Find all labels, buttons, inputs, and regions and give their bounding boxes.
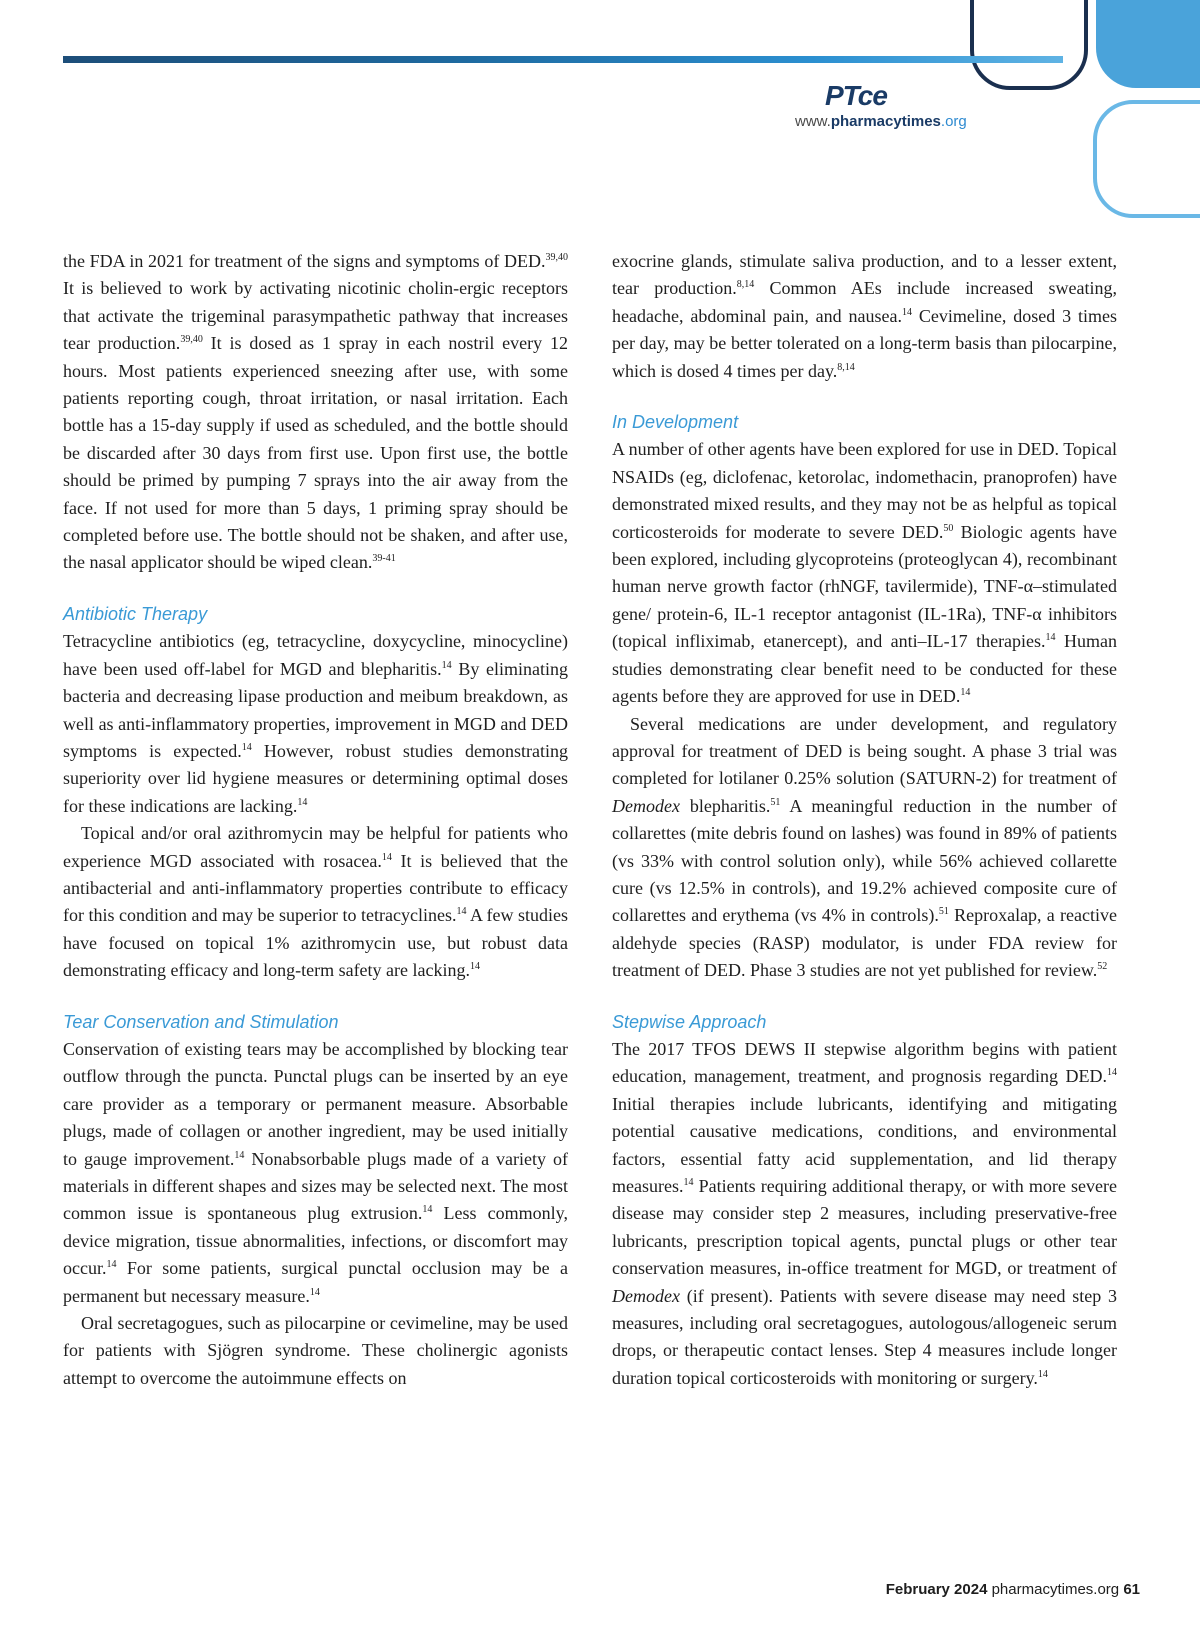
page-number: 61	[1123, 1581, 1140, 1598]
paragraph: A number of other agents have been explored for use in DED. Topical NSAIDs (eg, diclofenac, ketorolac, indomethacin, pranoprofen) have demonstrated mixed results, and they may not be as helpful as topical corticosteroids for moderate to severe DED.$^{50}$ Biologic agents have been explored, including glycoproteins (proteoglycan 4), recombinant human nerve growth factor (rhNGF, tavilermide), TNF-α–stimulated gene/ protein-6, IL-1 receptor antagonist (IL-1Ra), TNF-α inhibitors (topical infliximab, etanercept), and anti–IL-17 therapies.$^{14}$ Human studies demonstrating clear benefit need to be conducted for these agents before they are approved for use in DED.$^{14}$	[612, 439, 1117, 707]
header-decoration-dark-arch	[970, 0, 1088, 90]
paragraph: Conservation of existing tears may be accomplished by blocking tear outflow through the puncta. Punctal plugs can be inserted by an eye care provider as a temporary or permanent measure. Absorbable plugs, made of collagen or another ingredient, may be used initially to gauge improvement.$^{14}$ Nonabsorbable plugs made of a variety of materials in different shapes and sizes may be selected next. The most common issue is spontaneous plug extrusion.$^{14}$ Less commonly, device migration, tissue abnormalities, infections, or discomfort may occur.$^{14}$ For some patients, surgical punctal occlusion may be a permanent but necessary measure.$^{14}$	[63, 1038, 568, 1306]
section-heading-antibiotic-therapy: Antibiotic Therapy	[63, 603, 208, 624]
header-decoration-blue-block	[1096, 0, 1200, 88]
paragraph: the FDA in 2021 for treatment of the signs and symptoms of DED.$^{39,40}$ It is believed to work by activating nicotinic cholin-ergic receptors that activate the trigeminal parasympathetic pathway that increases tear production.$^{39,40}$ It is dosed as 1 spray in each nostril every 12 hours. Most patients experienced sneezing after use, with some patients reporting cough, throat irritation, or nasal irritation. Each bottle has a 15-day supply if used as scheduled, and the bottle should be discarded after 30 days from first use. Upon first use, the bottle should be primed by pumping 7 sprays into the air away from the face. If not used for more than 5 days, 1 priming spray should be completed before use. The bottle should not be shaken, and after use, the nasal applicator should be wiped clean.$^{39-41}$	[63, 251, 569, 573]
paragraph: The 2017 TFOS DEWS II stepwise algorithm begins with patient education, management, treatment, and prognosis regarding DED.$^{14}$ Initial therapies include lubricants, identifying and mitigating potential causative medications, conditions, and environmental factors, essential fatty acid supplementation, and lid therapy measures.$^{14}$ Patients requiring additional therapy, or with more severe disease may consider step 2 measures, including preservative-free lubricants, prescription topical agents, punctal plugs or other tear conservation measures, in-office treatment for MGD, or treatment of Demodex (if present). Patients with severe disease may need step 3 measures, including oral secretagogues, autologous/allogeneic serum drops, or therapeutic contact lenses. Step 4 measures include longer duration topical corticosteroids with monitoring or surgery.$^{14}$	[612, 1038, 1117, 1388]
paragraph: Tetracycline antibiotics (eg, tetracycline, doxycycline, minocycline) have been used off-label for MGD and blepharitis.$^{14}$ By eliminating bacteria and decreasing lipase production and meibum breakdown, as well as anti-inflammatory properties, improvement in MGD and DED symptoms is expected.$^{14}$ However, robust studies demonstrating superiority over lid hygiene measures or determining optimal doses for these indications are lacking.$^{14}$	[63, 631, 569, 816]
paragraph: Topical and/or oral azithromycin may be helpful for patients who experience MGD associated with rosacea.$^{14}$ It is believed that the antibacterial and anti-inflammatory properties contribute to efficacy for this condition and may be superior to tetracyclines.$^{14}$ A few studies have focused on topical 1% azithromycin use, but robust data demonstrating efficacy and long-term safety are lacking.$^{14}$	[63, 823, 569, 981]
header-rule	[63, 56, 1063, 63]
section-heading-in-development: In Development	[612, 412, 739, 433]
page-footer	[700, 1581, 1140, 1598]
left-column	[63, 248, 568, 1392]
header-decoration-light-arch	[1093, 100, 1200, 218]
paragraph: exocrine glands, stimulate saliva production, and to a lesser extent, tear production.$^{8,14}$ Common AEs include increased sweating, headache, abdominal pain, and nausea.$^{14}$ Cevimeline, dosed 3 times per day, may be better tolerated on a long-term basis than pilocarpine, which is dosed 4 times per day.$^{8,14}$	[612, 251, 1117, 381]
site-url: www.pharmacytimes.org	[795, 113, 967, 130]
section-heading-stepwise-approach: Stepwise Approach	[612, 1011, 767, 1032]
ptce-logo	[795, 80, 1035, 136]
section-heading-tear-conservation: Tear Conservation and Stimulation	[63, 1011, 339, 1032]
logo-mark: PTce	[825, 80, 887, 111]
footer-site: pharmacytimes.org	[987, 1581, 1124, 1598]
paragraph: Several medications are under development, and regulatory approval for treatment of DED is being sought. A phase 3 trial was completed for lotilaner 0.25% solution (SATURN-2) for treatment of Demodex blepharitis.$^{51}$ A meaningful reduction in the number of collarettes (mite debris found on lashes) was found in 89% of patients (vs 33% with control solution only), while 56% achieved collarette cure (vs 12.5% in controls), and 19.2% achieved composite cure of collarettes and erythema (vs 4% in controls).$^{51}$ Reproxalap, a reactive aldehyde species (RASP) modulator, is under FDA review for treatment of DED. Phase 3 studies are not yet published for review.$^{52}$	[612, 713, 1117, 981]
right-column	[612, 248, 1117, 1392]
paragraph: Oral secretagogues, such as pilocarpine or cevimeline, may be used for patients with Sjögren syndrome. These cholinergic agonists attempt to overcome the autoimmune effects on	[63, 1313, 568, 1388]
footer-issue: February 2024	[885, 1581, 988, 1598]
